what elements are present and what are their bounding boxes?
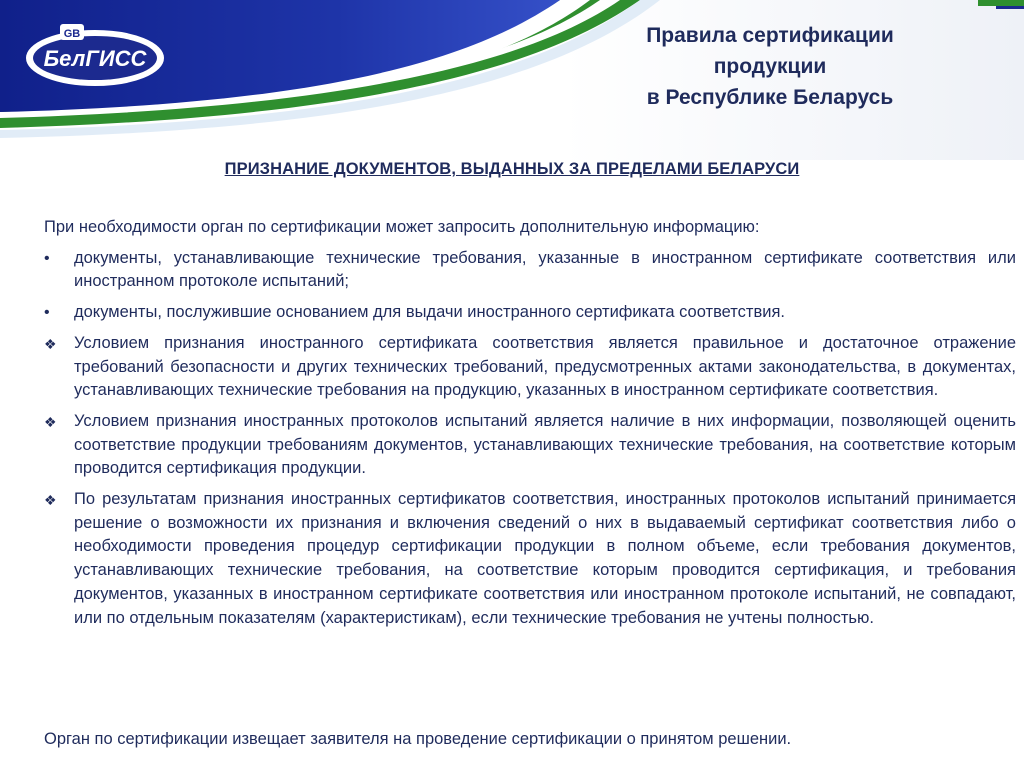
content-body	[44, 216, 1016, 630]
list-item-text: Условием признания иностранного сертификата соответствия является правильное и достаточное отражение требований безопасности и других технических требований, предусмотренных актами законодательства, в документах, устанавливающих технические требования на продукцию, указанных в иностранном сертификате соответствия.	[74, 333, 1016, 400]
intro-paragraph: При необходимости орган по сертификации может запросить дополнительную информацию:	[44, 218, 760, 236]
diamond-bullet-icon: ❖	[44, 492, 57, 509]
list-item-text: документы, устанавливающие технические требования, указанные в иностранном сертификате соответствия или иностранном протоколе испытаний;	[74, 248, 1016, 291]
section-heading: ПРИЗНАНИЕ ДОКУМЕНТОВ, ВЫДАННЫХ ЗА ПРЕДЕЛАМИ БЕЛАРУСИ	[224, 160, 800, 178]
list-item	[44, 488, 1016, 630]
title-line-1: Правила сертификации	[646, 24, 894, 47]
title-line-3: в Республике Беларусь	[646, 86, 894, 109]
list-item	[44, 410, 1016, 481]
list-item-text: По результатам признания иностранных сертификатов соответствия, иностранных протоколов испытаний принимается решение о возможности их признания и включения сведений о них в выдаваемый сертификат соответствия либо о необходимости проведения процедур сертификации продукции в полном объеме, если требования документов, устанавливающих технические требования, на соответствие которым проводится сертификация, и требования документов, указанных в иностранном сертификате соответствия или иностранном протоколе испытаний, не совпадают, или по отдельным показателям (характеристикам), если технические требования не учтены полностью.	[74, 490, 1016, 627]
diamond-bullet-icon: ❖	[44, 413, 57, 430]
list-item	[44, 301, 1016, 325]
list-item-text: документы, послужившие основанием для выдачи иностранного сертификата соответствия.	[74, 303, 785, 322]
diamond-bullet-icon: ❖	[44, 335, 57, 352]
list-item	[44, 247, 1016, 294]
title-line-2: продукции	[713, 55, 827, 78]
closing-paragraph: Орган по сертификации извещает заявителя на проведение сертификации о принятом решении.	[44, 730, 792, 748]
list-item-text: Условием признания иностранных протоколов испытаний является наличие в них информации, позволяющей оценить соответствие продукции требованиям документов, устанавливающих технические требования, на соответствие которым проводится сертификация продукции.	[74, 411, 1016, 478]
svg-text:БелГИСС: БелГИСС	[43, 46, 147, 71]
bullet-marker: •	[44, 249, 50, 267]
belgiss-logo	[22, 18, 168, 90]
list-item	[44, 332, 1016, 403]
bullet-marker: •	[44, 304, 50, 322]
svg-text:GB: GB	[63, 28, 81, 40]
slide-title	[560, 20, 980, 113]
